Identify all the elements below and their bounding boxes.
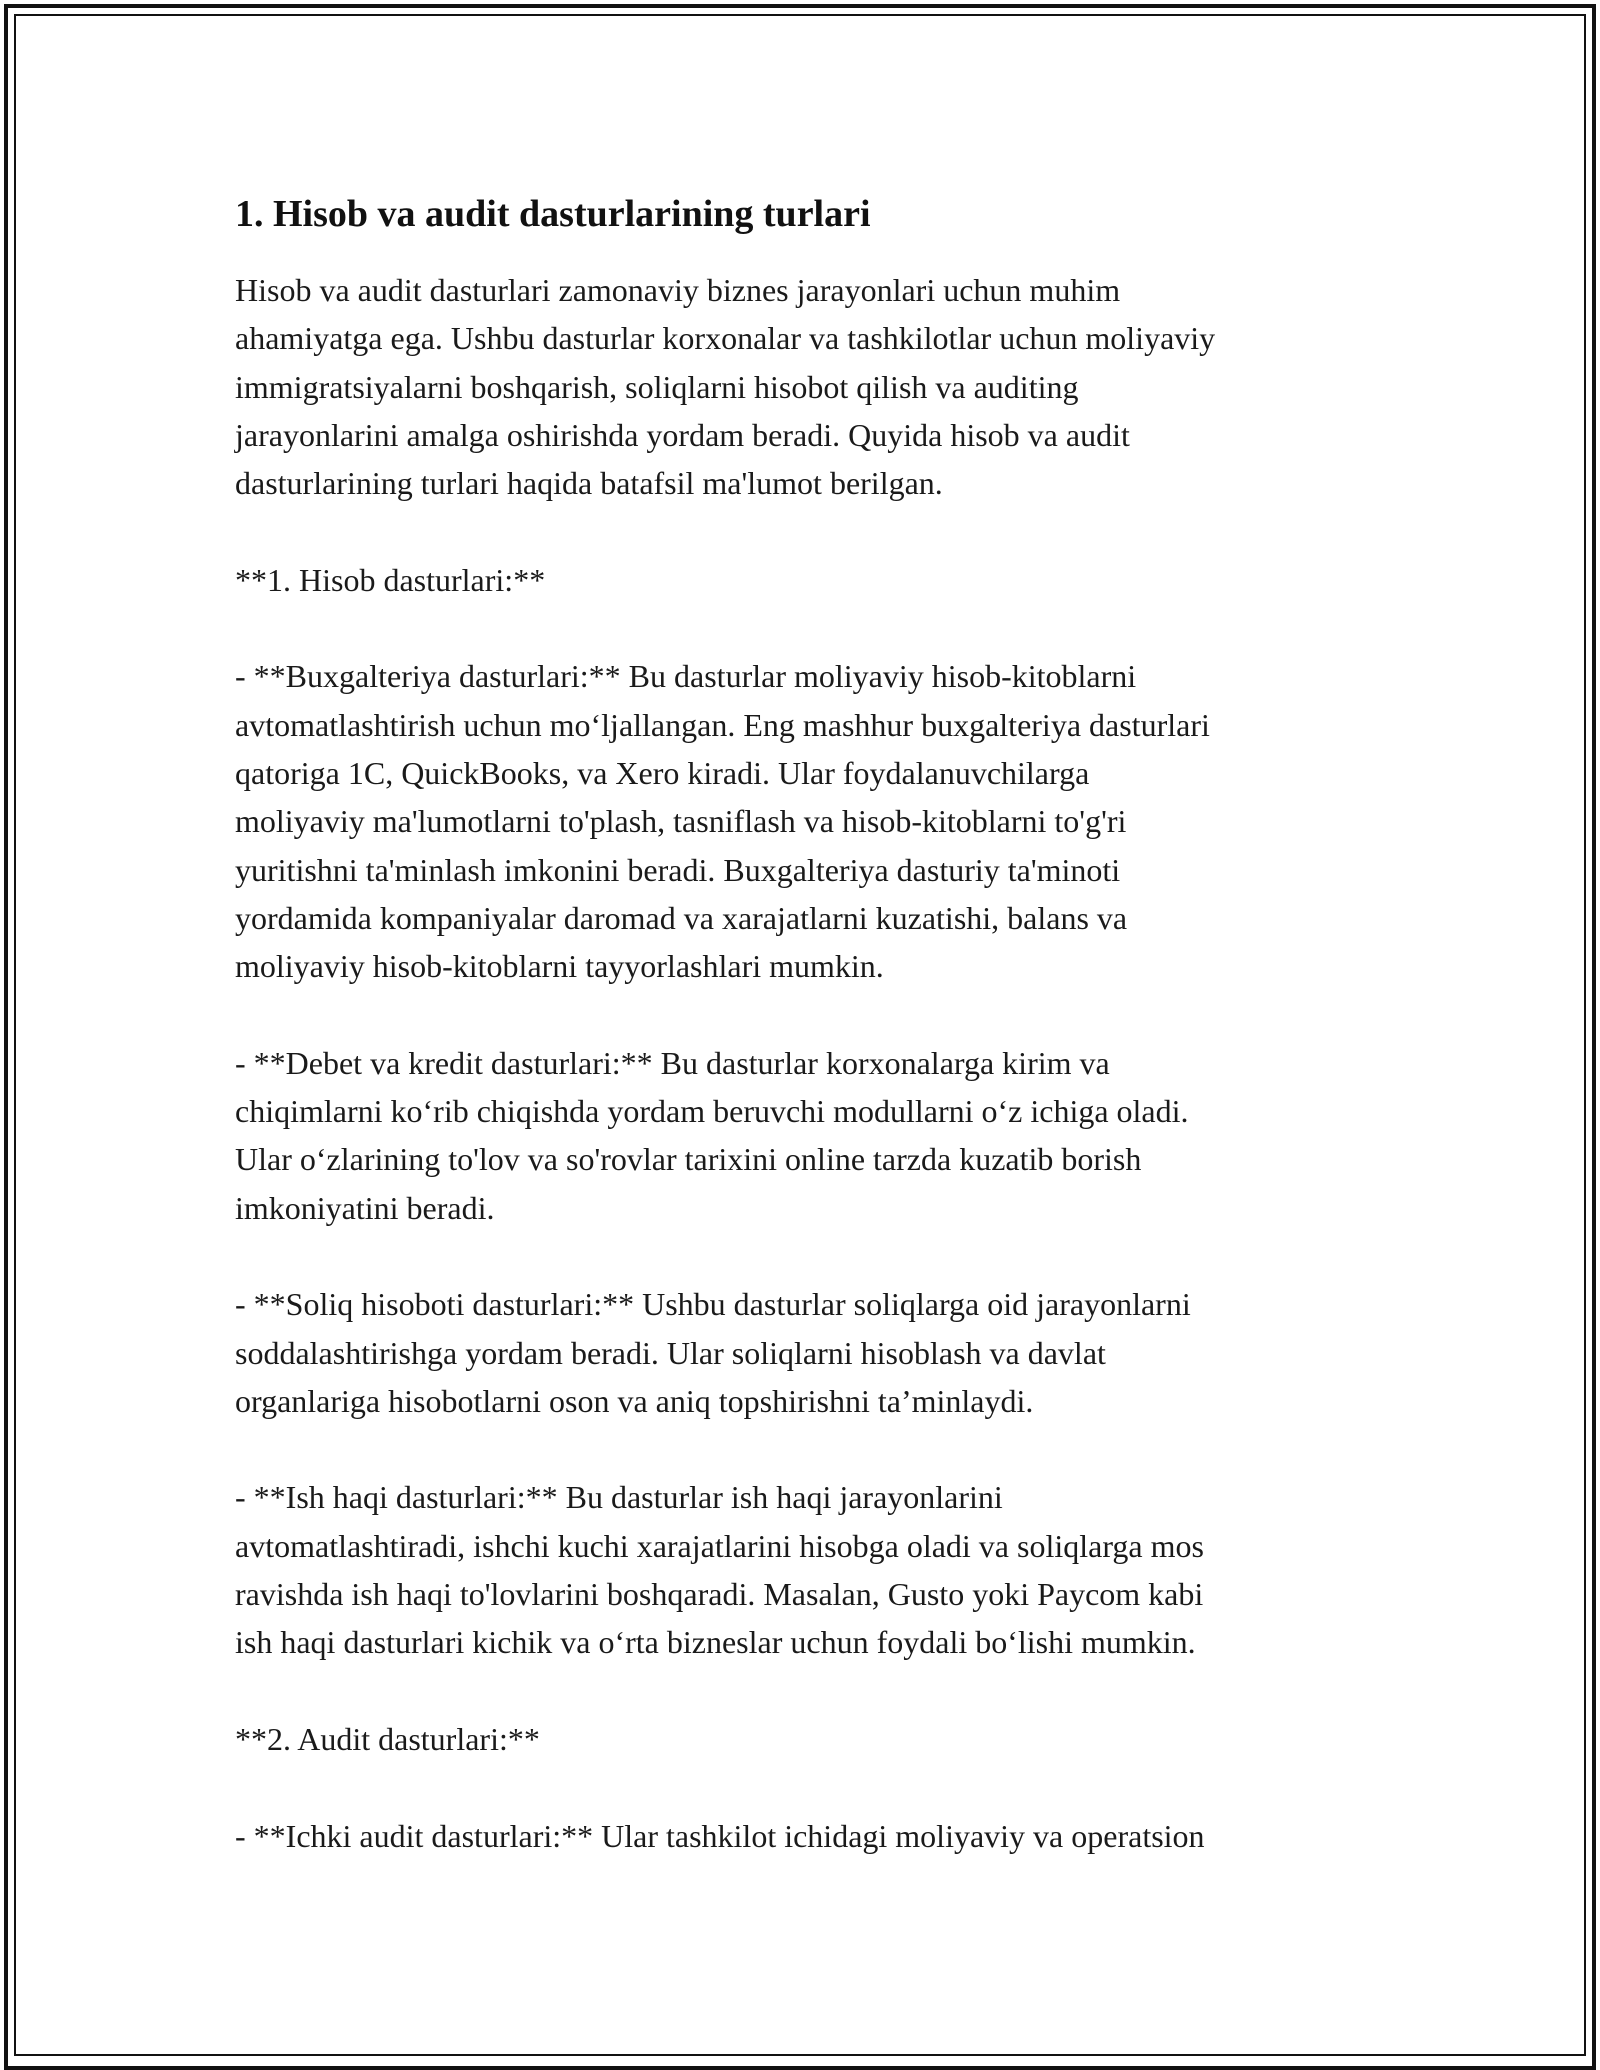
paragraph-spacer xyxy=(235,604,1365,652)
paragraph-spacer xyxy=(235,1763,1365,1811)
list-item-debet-kredit: - **Debet va kredit dasturlari:** Bu dasturlar korxonalarga kirim va chiqimlarni ko‘rib chiqishda yordam beruvchi modullarni o‘z ichiga oladi. Ular o‘zlarining to'lov va so'rovlar tarixini online tarzda kuzatib borish imkoniyatini beradi. xyxy=(235,1044,1189,1226)
subheading-audit-dasturlari: **2. Audit dasturlari:** xyxy=(235,1720,540,1757)
list-item-ish-haqi: - **Ish haqi dasturlari:** Bu dasturlar ish haqi jarayonlarini avtomatlashtiradi, ishchi kuchi xarajatlarini hisobga oladi va soliqlarga mos ravishda ish haqi to'lovlarini boshqaradi. Masalan, Gusto yoki Paycom kabi ish haqi dasturlari kichik va o‘rta bizneslar uchun foydali bo‘lishi mumkin. xyxy=(235,1479,1204,1661)
paragraph-spacer xyxy=(235,1232,1365,1280)
paragraph-spacer xyxy=(235,1667,1365,1715)
list-item-soliq-hisoboti: - **Soliq hisoboti dasturlari:** Ushbu dasturlar soliqlarga oid jarayonlarni soddalashtirishga yordam beradi. Ular soliqlarni hisoblash va davlat organlariga hisobotlarni oson va aniq topshirishni ta’minlaydi. xyxy=(235,1286,1191,1419)
list-item-ichki-audit: - **Ichki audit dasturlari:** Ular tashkilot ichidagi moliyaviy va operatsion xyxy=(235,1817,1205,1854)
paragraph-spacer xyxy=(235,990,1365,1038)
subheading-hisob-dasturlari: **1. Hisob dasturlari:** xyxy=(235,561,546,598)
list-item-buxgalteriya: - **Buxgalteriya dasturlari:** Bu dasturlar moliyaviy hisob-kitoblarni avtomatlashtirish uchun mo‘ljallangan. Eng mashhur buxgalteriya dasturlari qatoriga 1C, QuickBooks, va Xero kiradi. Ular foydalanuvchilarga moliyaviy ma'lumotlarni to'plash, tasniflash va hisob-kitoblarni to'g'ri yuritishni ta'minlash imkonini beradi. Buxgalteriya dasturiy ta'minoti yordamida kompaniyalar daromad va xarajatlarni kuzatishi, balans va moliyaviy hisob-kitoblarni tayyorlashlari mumkin. xyxy=(235,658,1210,985)
document-body xyxy=(235,186,1365,1860)
intro-paragraph: Hisob va audit dasturlari zamonaviy biznes jarayonlari uchun muhim ahamiyatga ega. Ushbu dasturlar korxonalar va tashkilotlar uchun moliyaviy immigratsiyalarni boshqarish, soliqlarni hisobot qilish va auditing jarayonlarini amalga oshirishda yordam beradi. Quyida hisob va audit dasturlarining turlari haqida batafsil ma'lumot berilgan. xyxy=(235,272,1216,502)
paragraph-spacer xyxy=(235,1425,1365,1473)
paragraph-spacer xyxy=(235,507,1365,555)
section-heading: 1. Hisob va audit dasturlarining turlari xyxy=(235,193,871,235)
